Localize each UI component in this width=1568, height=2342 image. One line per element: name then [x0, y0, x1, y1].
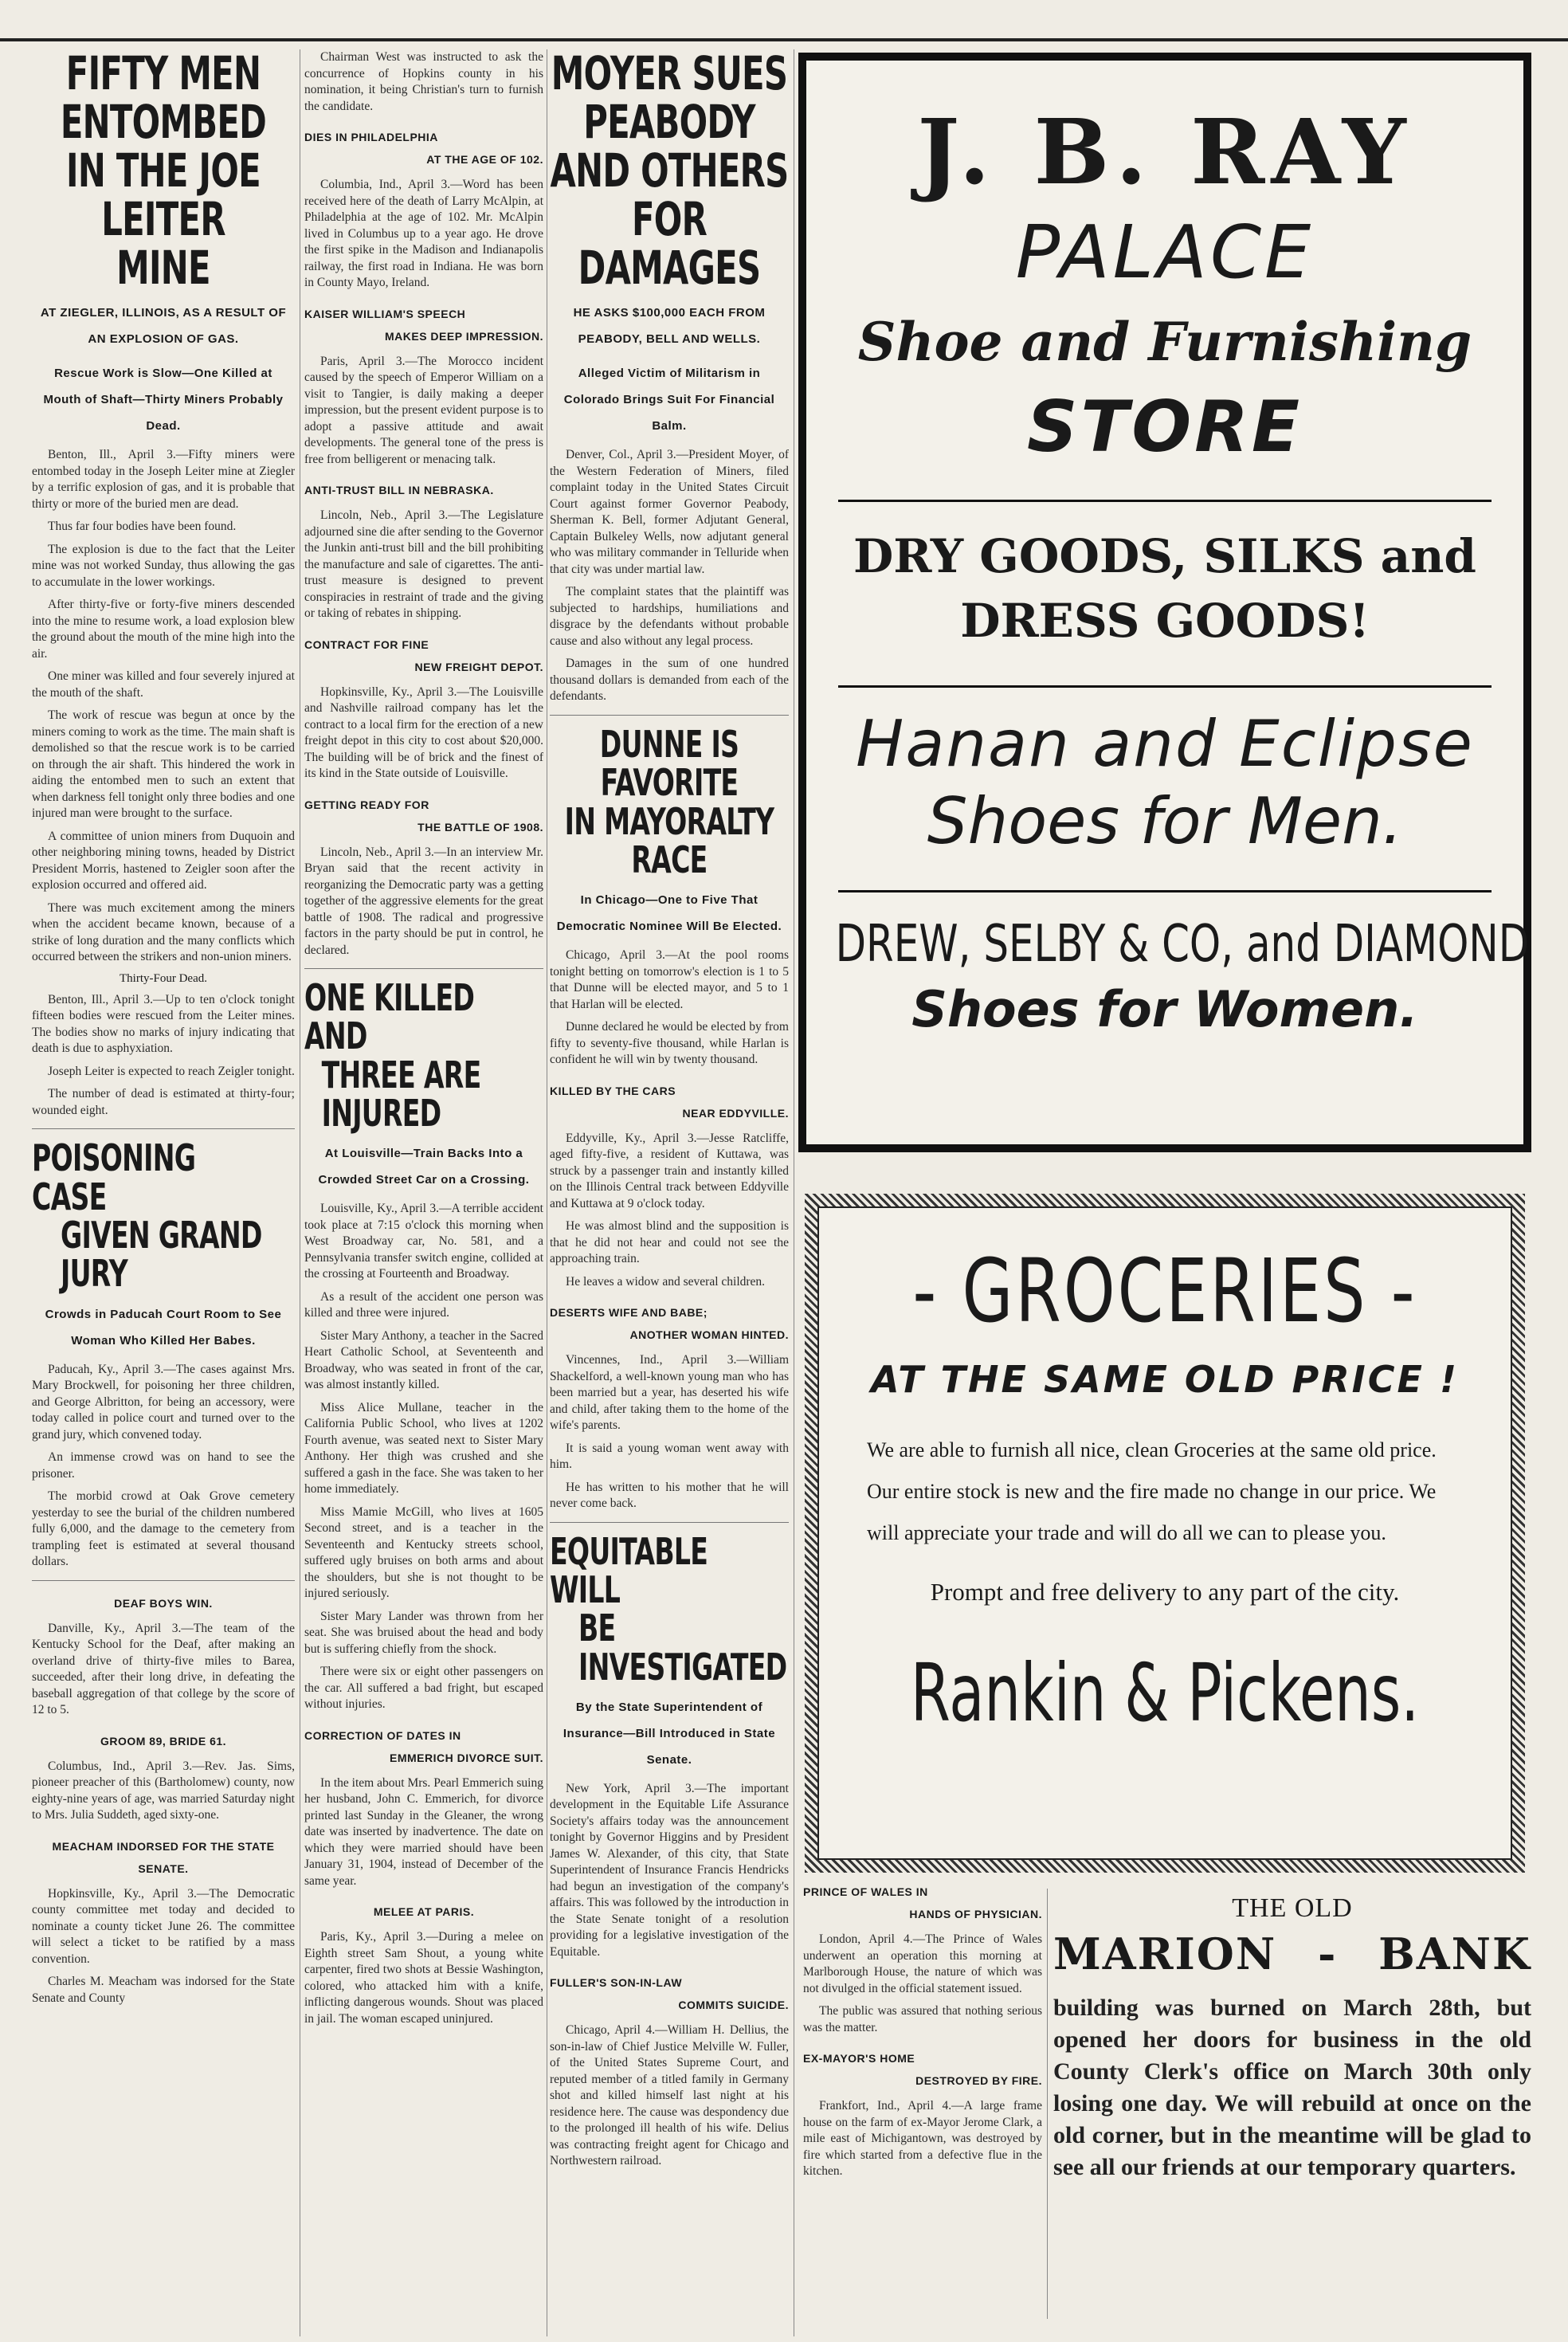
ad-men: Shoes for Men. — [927, 784, 1403, 859]
headline-poisoning — [32, 1136, 267, 1296]
ad-shoe-line: Shoe and Furnishing — [857, 311, 1472, 373]
paragraph: Chicago, April 4.—William H. Dellius, the son-in-law of Chief Justice Melville W. Fuller, of the United States Supreme Court, and reputed member of a titled family in Germany shot and killed himself last night at his residence here. The cause was despondency due to the prolonged ill health of his wife. Delius was contracting freight agent for Chicago and Northwestern railroad. — [550, 2023, 789, 2168]
paragraph: Thus far four bodies have been found. — [48, 520, 237, 534]
paragraph: Charles M. Meacham was indorsed for the State Senate and County — [32, 1975, 295, 2005]
bank-title — [1053, 1928, 1531, 1979]
subhead-line: DESERTS WIFE AND BABE; — [550, 1306, 708, 1320]
subhead — [304, 126, 543, 171]
headline-line: AND OTHERS FOR — [550, 143, 789, 246]
column-3 — [550, 49, 789, 2176]
paragraph: Benton, Ill., April 3.—Fifty miners were entombed today in the Joseph Leiter mine at Ziegler by a terrific explosion of gas, and it is probable that thirty or more of the buried men are dead. — [32, 448, 295, 511]
ad-groceries-inner — [817, 1206, 1512, 1860]
subhead: MELEE AT PARIS. — [373, 1905, 475, 1919]
ad-store-word: STORE — [1026, 386, 1303, 468]
column-1 — [32, 49, 295, 2013]
paragraph: The explosion is due to the fact that the Leiter mine was not worked Sunday, thus allowing the gas to accumulate in the lower workings. — [32, 542, 295, 589]
paragraph: Paris, April 3.—The Morocco incident caused by the speech of Emperor William on a visit to Tangier, is daily making a deeper impression, but the present evident purpose is to adopt a passive attitude and await developments. The general tone of the press is free from belligerent or menacing talk. — [304, 354, 543, 466]
headline-equitable — [550, 1529, 787, 1689]
headline-mine — [34, 49, 292, 295]
headline-line: THREE ARE INJURED — [321, 1053, 481, 1135]
paragraph: An immense crowd was on hand to see the prisoner. — [32, 1450, 295, 1481]
subhead — [304, 794, 543, 838]
subhead-line: THE BATTLE OF 1908. — [417, 820, 543, 834]
subhead — [550, 1080, 789, 1124]
deck: Alleged Victim of Militarism in Colorado Brings Suit For Financial Balm. — [563, 367, 775, 433]
paragraph: There was much excitement among the miners when the accident became known, because of a strike of long duration and the many conflicts which occurred between the strikers and non-union miners. — [32, 900, 295, 964]
paragraph: Miss Alice Mullane, teacher in the California Public School, who lives at 1202 Fourth avenue, was seated next to Sister Mary Anthony. Her thigh was crushed and she suffered a gash in the face. She was taken to her home immediately. — [304, 1400, 543, 1497]
bank-body: building was burned on March 28th, but opened her doors for business in the old County Clerk's office on March 30th only losing one day. We will rebuild at once on the old corner, but in the meantime will be glad to see all our friends at our temporary quarters. — [1053, 1995, 1531, 2180]
paragraph: A committee of union miners from Duquoin and other neighboring mining towns, headed by District President Morris, hastened to Zeigler soon after the explosion occurred and offered aid. — [32, 829, 295, 892]
ad-women: Shoes for Women. — [911, 980, 1418, 1039]
paragraph: Chairman West was instructed to ask the concurrence of Hopkins county in his nomination, it being Christian's turn to furnish the candidate. — [304, 50, 543, 113]
subhead — [550, 1301, 789, 1346]
paragraph: As a result of the accident one person was killed and three were injured. — [304, 1289, 543, 1320]
headline-line: IN MAYORALTY RACE — [564, 799, 774, 881]
subhead — [803, 2047, 1042, 2092]
ad-dry-goods — [806, 524, 1523, 653]
paragraph: It is said a young woman went away with him. — [550, 1441, 789, 1472]
paragraph: The public was assured that nothing serious was the matter. — [803, 2004, 1042, 2034]
headline-moyer — [550, 49, 789, 295]
ad-firm-name: Rankin & Pickens. — [910, 1646, 1420, 1740]
deck: HE ASKS $100,000 EACH FROM PEABODY, BELL AND WELLS. — [573, 306, 766, 347]
subhead-line: CONTRACT FOR FINE — [304, 637, 429, 651]
subhead-line: CORRECTION OF DATES IN — [304, 1728, 461, 1742]
paragraph: The work of rescue was begun at once by the miners coming to work as the time. The main shaft is demolished so that the rescue work is to be carried on through the air shaft. This hindered the work in aiding the entombed men to such an extent that when darkness fell tonight only three bodies and one injured man were brought to the surface. — [32, 708, 295, 821]
subhead-line: DIES IN PHILADELPHIA — [304, 131, 438, 143]
subhead: MEACHAM INDORSED FOR THE STATE SENATE. — [52, 1839, 275, 1875]
deck: Crowds in Paducah Court Room to See Woman Who Killed Her Babes. — [45, 1307, 282, 1348]
paragraph: The complaint states that the plaintiff was subjected to hardships, humiliations and disgrace by the defendants without probable cause and also without any legal process. — [550, 585, 789, 648]
paragraph: Paris, Ky., April 3.—During a melee on Eighth street Sam Shout, a young white carpenter, fired two shots at Bessie Washington, colored, who attacked him with a knife, inflicting dangerous wounds. Shout was placed in jail. The woman escaped uninjured. — [304, 1930, 543, 2026]
separator — [304, 968, 543, 969]
paragraph: Frankfort, Ind., April 4.—A large frame house on the farm of ex-Mayor Jerome Clark, a mile east of Michigantown, was destroyed by fire which started from a defective flue in the kitchen. — [803, 2099, 1042, 2178]
headline-line: DAMAGES — [578, 240, 761, 295]
bank-title-word: BANK — [1378, 1928, 1531, 1979]
subhead-line: DESTROYED BY FIRE. — [915, 2074, 1042, 2087]
paragraph: He leaves a widow and several children. — [566, 1274, 766, 1289]
paragraph: He was almost blind and the supposition is that he did not hear and could not see the approaching train. — [550, 1219, 789, 1266]
headline-line: MOYER SUES PEABODY — [551, 49, 788, 149]
headline-line: GIVEN GRAND JURY — [61, 1214, 262, 1296]
bank-the-old: THE OLD — [1232, 1893, 1353, 1923]
paragraph: Vincennes, Ind., April 3.—William Shackelford, a well-known young man who has been married but a year, has deserted his wife and child, after taking them to the home of the wife's parents. — [550, 1353, 789, 1433]
column-2 — [304, 49, 543, 2034]
paragraph: Sister Mary Lander was thrown from her seat. She was bruised about the head and body but is suffering chiefly from the shock. — [304, 1609, 543, 1656]
paragraph: Eddyville, Ky., April 3.—Jesse Ratcliffe, aged fifty-five, a resident of Kuttawa, was struck by a passenger train and instantly killed on the Illinois Central track between Eddyville and Kuttawa at 9 o'clock today. — [550, 1131, 789, 1210]
headline-line: MINE — [116, 240, 210, 295]
subhead-line: EX-MAYOR'S HOME — [803, 2052, 915, 2065]
subhead-line: MAKES DEEP IMPRESSION. — [384, 329, 543, 343]
paragraph: New York, April 3.—The important development in the Equitable Life Assurance Society's affairs today was the announcement tonight by Governor Higgins and by President James W. Alexander, of this city, that State Superintendent of Insurance Francis Hendricks had begun an investigation of the company's affairs. This was followed by the introduction in the State Senate tonight of a resolution providing for a legislative investigation of the Equitable. — [550, 1781, 789, 1959]
subhead-line: KILLED BY THE CARS — [550, 1084, 676, 1097]
paragraph: London, April 4.—The Prince of Wales underwent an operation this morning at Marlborough House, the nature of which was not divulged in the official statement issued. — [803, 1932, 1042, 1995]
paragraph: Dunne declared he would be elected by from fifty to seventy-five thousand, while Harlan is confident he will win by twenty thousand. — [550, 1020, 789, 1067]
ad-groceries — [805, 1194, 1525, 1873]
headline-one-killed — [304, 976, 523, 1135]
paragraph: Damages in the sum of one hundred thousand dollars is demanded from each of the defendants. — [550, 657, 789, 704]
subhead-line: HANDS OF PHYSICIAN. — [909, 1908, 1042, 1920]
ad-hanan: Hanan and Eclipse — [856, 707, 1474, 782]
paragraph: Hopkinsville, Ky., April 3.—The Democratic county committee met today and decided to nominate a county ticket June 26. The committee will select a ticket to be ratified by a mass convention. — [32, 1886, 295, 1966]
deck: AT ZIEGLER, ILLINOIS, AS A RESULT OF AN EXPLOSION OF GAS. — [40, 306, 287, 347]
paragraph: Miss Mamie McGill, who lives at 1605 Second street, and is a teacher in the Seventeenth and Kentucky streets school, suffered ugly bruises on both arms and about the shoulders, but she is not thought to be injured seriously. — [304, 1504, 543, 1601]
bank-title-word: MARION — [1053, 1928, 1277, 1979]
paragraph: Lincoln, Neb., April 3.—The Legislature adjourned sine die after sending to the Governor the Junkin anti-trust bill and the bill prohibiting the manufacture and sale of cigarettes. The anti-trust measure is designed to prevent conspiracies in restraint of trade and the giving or taking of rebates in shipping. — [304, 508, 543, 620]
headline-line: FIFTY MEN ENTOMBED — [60, 49, 267, 149]
subhead-line: PRINCE OF WALES IN — [803, 1885, 928, 1898]
headline-line: ONE KILLED AND — [304, 976, 475, 1058]
subhead-line: AT THE AGE OF 102. — [426, 153, 543, 166]
subhead-line: GETTING READY FOR — [304, 798, 429, 811]
paragraph: In the item about Mrs. Pearl Emmerich suing her husband, John C. Emmerich, for divorce printed last Sunday in the Gleaner, the wrong date was inserted by inadvertence. The date on which they were married should have been January 31, 1904, instead of December of the same year. — [304, 1775, 543, 1888]
separator — [32, 1128, 295, 1129]
paragraph: Sister Mary Anthony, a teacher in the Sacred Heart Catholic School, at Seventeenth and Broadway, who was seated in front of the car, was almost instantly killed. — [304, 1328, 543, 1392]
ad-prompt: Prompt and free delivery to any part of the city. — [930, 1578, 1400, 1606]
paragraph: Danville, Ky., April 3.—The team of the Kentucky School for the Deaf, after making an overland drive of thirty-five miles to Barea, succeeded, after their long drive, in defeating the baseball aggregation of that college by the score of 12 to 5. — [32, 1621, 295, 1717]
subhead: ANTI-TRUST BILL IN NEBRASKA. — [304, 484, 494, 496]
ad-rule — [838, 500, 1492, 502]
ad-rule — [838, 685, 1492, 688]
paragraph: One miner was killed and four severely injured at the mouth of the shaft. — [32, 669, 295, 700]
subhead-line: EMMERICH DIVORCE SUIT. — [389, 1751, 543, 1764]
ad-same-price: AT THE SAME OLD PRICE ! — [871, 1358, 1459, 1401]
subhead — [550, 1971, 789, 2016]
ad-store-name: J. B. RAY — [917, 100, 1413, 205]
deck: Rescue Work is Slow—One Killed at Mouth of Shaft—Thirty Miners Probably Dead. — [43, 367, 284, 433]
separator — [550, 1522, 789, 1523]
paragraph: Joseph Leiter is expected to reach Zeigler tonight. — [48, 1064, 295, 1078]
subhead-line: COMMITS SUICIDE. — [678, 1999, 789, 2012]
paragraph: Lincoln, Neb., April 3.—In an interview Mr. Bryan said that the recent activity in reorganizing the Democratic party was a getting together of the aggressive elements for the great battle of 1908. The radical and progressive factors in the party should be put in control, he declared. — [304, 845, 543, 957]
paragraph: There were six or eight other passengers on the car. All suffered a bad fright, but escaped without injuries. — [304, 1665, 543, 1712]
subhead-line: NEAR EDDYVILLE. — [682, 1106, 789, 1120]
headline-line: POISONING CASE — [32, 1136, 196, 1218]
ad-jb-ray — [798, 53, 1531, 1152]
ad-dry-line: DRESS GOODS! — [960, 594, 1370, 649]
bank-title-dash: - — [1317, 1928, 1338, 1979]
ad-dry-line: DRY GOODS, SILKS and — [853, 529, 1476, 583]
paragraph: Columbia, Ind., April 3.—Word has been received here of the death of Larry McAlpin, at Philadelphia at the age of 102. Mr. McAlpin lived in Columbus up to a year ago. He drove the first spike in the Madison and Indianapolis railway, the first road in Indiana. He was born in County Mayo, Ireland. — [304, 178, 543, 289]
subhead — [304, 303, 543, 347]
paragraph: Chicago, April 3.—At the pool rooms tonight betting on tomorrow's election is 1 to 5 that Dunne will be elected mayor, and 5 to 1 that Harlan will be elected. — [550, 948, 789, 1011]
paragraph: The number of dead is estimated at thirty-four; wounded eight. — [32, 1087, 295, 1117]
paragraph: After thirty-five or forty-five miners descended into the mine to resume work, a load explosion blew the ground about the mouth of the mine high into the air. — [32, 598, 295, 661]
paragraph: The morbid crowd at Oak Grove cemetery yesterday to see the burial of the children numbered fully 6,000, and the damage to the cemetery from trampling feet is estimated at several thousand dollars. — [32, 1489, 295, 1569]
subhead-line: ANOTHER WOMAN HINTED. — [629, 1328, 789, 1342]
deck: In Chicago—One to Five That Democratic Nominee Will Be Elected. — [556, 893, 782, 934]
column-4 — [803, 1881, 1042, 2187]
headline-line: IN THE JOE LEITER — [66, 143, 261, 246]
paragraph: Paducah, Ky., April 3.—The cases against Mrs. Mary Brockwell, for poisoning her three children, and George Albritton, for being an accessory, were today called in police court and turned over to the grand jury, which convened today. — [32, 1362, 295, 1442]
subhead — [304, 634, 543, 678]
headline-line: DUNNE IS FAVORITE — [599, 722, 739, 805]
separator — [32, 1580, 295, 1581]
paragraph: Benton, Ill., April 3.—Up to ten o'clock tonight fifteen bodies were rescued from the Leiter mines. The bodies show no marks of injury indicating that death is due to asphyxiation. — [32, 992, 295, 1056]
paragraph: Denver, Col., April 3.—President Moyer, of the Western Federation of Miners, filed complaint today in the United States Circuit Court against former Governor Peabody, Sherman K. Bell, former Adjutant General, Captain Bulkeley Wells, now adjutant general who was military commander in Telluride when that city was under martial law. — [550, 448, 789, 576]
ad-groceries-text: We are able to furnish all nice, clean Groceries at the same old price. Our entire stock is new and the fire made no change in our price. We will appreciate your trade and will do all we can to please you. — [867, 1438, 1437, 1544]
paragraph: Louisville, Ky., April 3.—A terrible accident took place at 7:15 o'clock this morning when West Broadway car, No. 581, and a Pennsylvania transfer switch engine, collided at the crossing at Fourteenth and Broadway. — [304, 1202, 543, 1281]
subhead-line: NEW FREIGHT DEPOT. — [414, 660, 543, 673]
column-rule — [1047, 1889, 1048, 2319]
ad-drew: DREW, SELBY & CO, and DIAMOND — [835, 915, 1530, 975]
headline-dunne — [550, 722, 789, 881]
subhead-line: KAISER WILLIAM'S SPEECH — [304, 307, 466, 320]
subhead: DEAF BOYS WIN. — [114, 1596, 213, 1610]
headline-line: EQUITABLE WILL — [550, 1529, 708, 1611]
subhead: Thirty-Four Dead. — [120, 971, 207, 985]
subhead — [304, 1724, 543, 1769]
subhead-line: FULLER'S SON-IN-LAW — [550, 1976, 683, 1990]
ad-groceries-title: - GROCERIES - — [912, 1240, 1417, 1342]
deck: At Louisville—Train Backs Into a Crowded Street Car on a Crossing. — [318, 1147, 530, 1187]
ad-palace: PALACE — [1015, 210, 1315, 295]
subhead: GROOM 89, BRIDE 61. — [100, 1734, 227, 1748]
top-rule — [0, 38, 1568, 41]
bank-notice — [1053, 1893, 1531, 2183]
separator — [550, 715, 789, 716]
ad-rule — [838, 890, 1492, 892]
subhead — [803, 1881, 1042, 1925]
deck: By the State Superintendent of Insurance—Bill Introduced in State Senate. — [563, 1700, 776, 1767]
paragraph: He has written to his mother that he will never come back. — [550, 1480, 789, 1511]
paragraph: Hopkinsville, Ky., April 3.—The Louisville and Nashville railroad company has let the contract to a local firm for the erection of a new freight depot in this city to cost about $20,000. The building will be of brick and the finest of its kind in the State outside of Louisville. — [304, 685, 543, 780]
paragraph: Columbus, Ind., April 3.—Rev. Jas. Sims, pioneer preacher of this (Bartholomew) county, now eighty-nine years of age, was married Saturday night to Mrs. Julia Suddeth, aged sixty-one. — [32, 1759, 295, 1822]
headline-line: BE INVESTIGATED — [578, 1606, 787, 1689]
